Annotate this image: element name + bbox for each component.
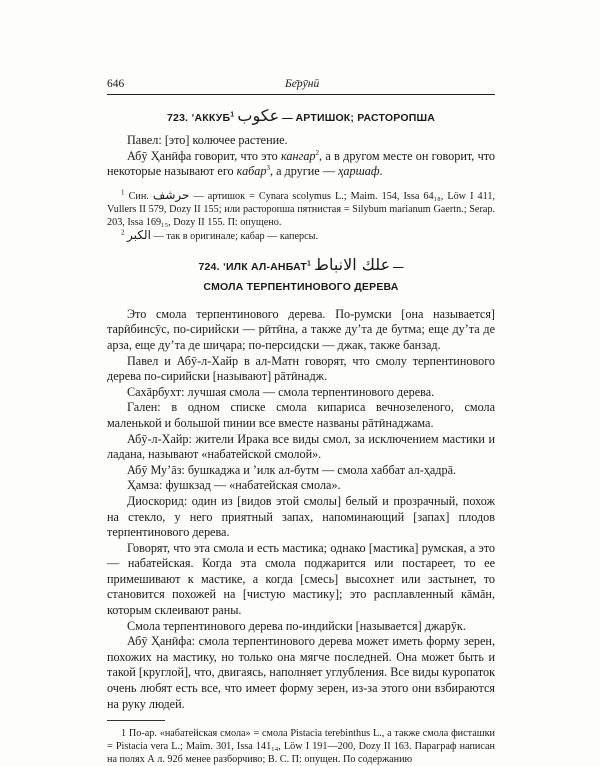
entry-723-footnotes [107, 189, 495, 243]
entry-724-subtitle: СМОЛА ТЕРПЕНТИНОВОГО ДЕРЕВА [203, 280, 399, 293]
paragraph: Абӯ Ҳанӣфа говорит, что это кангар$^2$, а в другом месте он говорит, что некоторые называют его кабар$^3$, а другие — ҳаршаф. [107, 148, 495, 179]
running-head [107, 76, 495, 95]
paragraph: Павел: [это] колючее растение. [127, 133, 288, 147]
paragraph: Сахāрбухт: лучшая смола — смола терпентинового дерева. [127, 384, 435, 399]
entry-723-number: 723. ʼАККУБ [166, 112, 231, 124]
entry-723-body [107, 133, 495, 180]
paragraph: Павел и Абӯ-л-Хайр в ал-Матн говорят, что смолу терпентинового дерева по-сирийски [называют] рāтӣнадж. [107, 353, 495, 384]
footnote: 1 По-ар. «набатейская смола» = смола Pistacia terebinthus L., а также смола фисташки = Pistacia vera L.; Maim. 301, Issa 141₁₄, Löw I 191—200, Dozy II 163. Параграф написан на полях А л. 92б менее разборчиво; В. С. П: опущен. По содержанию [107, 728, 495, 766]
paragraph: Диоскорид: один из [видов этой смолы] белый и прозрачный, похож на стекло, у него приятный запах, напоминающий [запах] плодов терпентинового дерева. [107, 493, 495, 540]
paragraph: Гален: в одном списке смола кипариса вечнозеленого, смола маленькой и большой пинии все вместе названы рāтӣнаджама. [107, 400, 495, 430]
entry-724-number: 724. ʼИЛК АЛ-АНБАТ [198, 260, 307, 273]
paragraph: Смола терпентинового дерева по-индийски [называется] джарӯк. [127, 618, 466, 633]
paragraph: Абӯ-л-Хайр: жители Ирака все виды смол, за исключением мастики и ладана, называют «набатейской смолой». [107, 431, 495, 462]
paragraph: Ҳамза: фушкзад — «набатейская смола». [127, 478, 341, 493]
footnote: $^2$ الكبر — так в оригинале; кабар — каперсы. [121, 227, 319, 242]
footnote-marker: 1 [230, 111, 235, 119]
entry-723-title: — АРТИШОК; РАСТОРОПША [282, 112, 435, 124]
footnote-marker: 1 [306, 260, 312, 268]
footnote-rule [107, 720, 165, 721]
entry-724-footnotes [107, 727, 495, 766]
entry-724-body [107, 307, 495, 712]
entry-723-heading [107, 105, 495, 127]
entry-724-arabic: علك الانباط [314, 254, 391, 274]
paragraph: Говорят, что эта смола и есть мастика; однако [мастика] румская, а это — набатейская. Когда эта смола поджарится или постареет, то ее примешивают к мастике, а когда [смесь] высохнет или застынет, то становится похожей на [чистую мастику]; это расплавленный кāмāн, которым склеивают раны. [107, 540, 495, 618]
entry-724-dash: — [393, 260, 404, 273]
paragraph: Абӯ Муʼāз: бушкаджа и ʼилк ал-бутм — смола хаббат ал-ҳадрā. [127, 462, 457, 477]
running-title: Бе̄рӯнӣ [285, 78, 320, 90]
entry-723-arabic: عكوب [237, 106, 280, 125]
footnote: $^1$ Син. حرشف — артишок = Cynara scolymus L.; Maim. 154, Issa 64₁₈, Löw I 411, Vullers II 579, Dozy II 155; или расторопша пятнистая = Silybum marianum Gaertn.; Serap. 203, Issa 169₁₅, Dozy II 155. П: опущено. [107, 187, 496, 228]
entry-724-heading [107, 255, 495, 297]
book-page [107, 76, 495, 766]
paragraph: Абӯ Ҳанӣфа: смола терпентинового дерева может иметь форму зерен, похожих на мастику, но только она мягче последней. Она может быть и такой [круглой], что, двигаясь, наполняет углубления. Все виды куропаток очень любят есть все, что имеет форму зерен, из-за этого они взбираются на руку людей. [107, 634, 495, 711]
page-number: 646 [107, 78, 125, 90]
paragraph: Это смола терпентинового дерева. По-румски [она называется] тарӣбинсӯс, по-сирийски — рӣтӣна, а также дуʼта де бутма; еще дуʼта де арза, еще дуʼта де шиҷара; по-персидски — джак, также банзад. [107, 306, 495, 352]
